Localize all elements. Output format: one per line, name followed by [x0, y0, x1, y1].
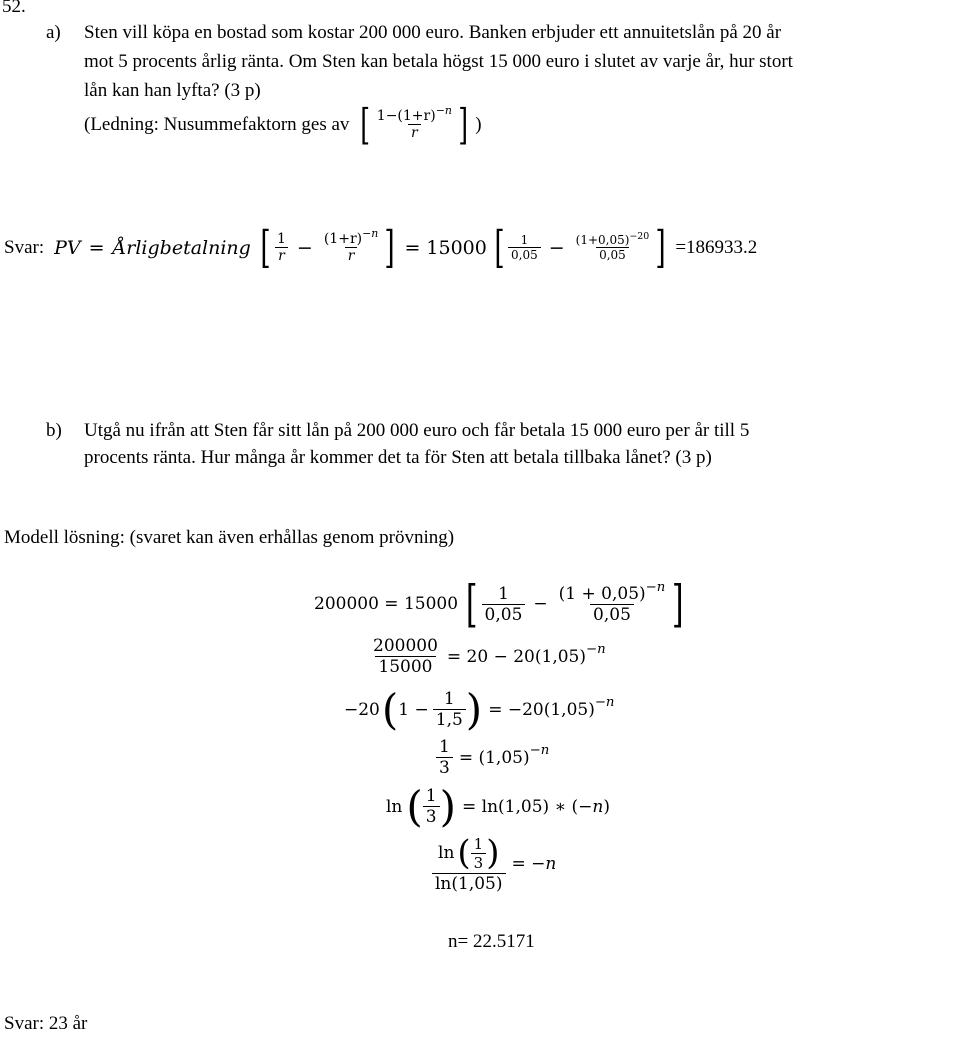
eq3-frac-den: 1,5: [433, 709, 466, 730]
eq3-right-paren: ): [465, 685, 483, 734]
equation-5: [386, 782, 610, 831]
eq5-frac: [423, 786, 440, 827]
problem-number: 52.: [2, 0, 26, 17]
eq6-den: ln(1,05): [432, 873, 506, 894]
hint-prefix: (Ledning: Nusummefaktorn ges av: [84, 113, 350, 135]
eq4-num: 1: [439, 737, 450, 757]
hint-exponent: −n: [435, 104, 452, 117]
answer-frac-2-num: (1+r): [323, 231, 363, 247]
n-result: n= 22.5171: [448, 931, 535, 952]
part-b-line-2: procents ränta. Hur många år kommer det ta för Sten att betala tillbaka lånet? (3 p): [84, 447, 712, 468]
eq2-num: 200000: [373, 636, 438, 656]
equation-6: [432, 833, 556, 894]
eq5-ln: ln: [386, 796, 403, 817]
answer-frac-2-den: r: [345, 247, 358, 264]
right-bracket: ]: [458, 100, 468, 149]
hint-numerator: 1−(1+r): [376, 108, 436, 124]
answer-frac-3-num: 1: [520, 233, 529, 247]
left-bracket: [: [360, 100, 371, 149]
answer-frac-4: [573, 230, 653, 262]
eq3-left-paren: (: [381, 685, 399, 734]
final-answer: Svar: 23 år: [4, 1013, 88, 1034]
eq1-frac-b-num: (1 + 0,05): [558, 583, 646, 604]
eq6-right: = −: [511, 853, 546, 874]
eq6-ln: ln: [438, 843, 455, 863]
answer-right-bracket: ]: [384, 222, 396, 273]
eq1-frac-b-exp: −n: [645, 580, 666, 596]
answer-right-bracket-2: ]: [655, 222, 666, 273]
eq6-inner-frac: [471, 835, 487, 872]
answer-label: Svar:: [4, 236, 45, 258]
eq4-frac: [436, 737, 453, 778]
part-b-line-1: Utgå nu ifrån att Sten får sitt lån på 200 000 euro och får betala 15 000 euro per år till 5: [84, 420, 750, 441]
answer-frac-2: [321, 227, 381, 264]
hint-denominator: r: [408, 124, 421, 141]
eq6-n: n: [545, 853, 557, 874]
eq1-frac-a-den: 0,05: [482, 604, 526, 625]
eq5-n: n: [592, 796, 604, 817]
eq3-exp: −n: [594, 694, 615, 710]
hint-suffix: ): [475, 113, 482, 135]
eq1-frac-a: [482, 584, 526, 625]
answer-eq: =: [88, 236, 105, 259]
answer-minus-2: −: [548, 236, 565, 259]
eq5-close: ): [603, 796, 610, 817]
eq1-frac-a-num: 1: [498, 583, 509, 604]
answer-a-line: [4, 222, 757, 273]
answer-eq2: = 15000: [404, 236, 487, 259]
hint-fraction: [374, 104, 455, 141]
answer-left-bracket-2: [: [494, 222, 505, 273]
eq2-right: = 20 − 20(1,05): [446, 646, 586, 667]
eq5-right-paren: ): [439, 782, 456, 831]
eq2-frac: [370, 636, 441, 677]
equation-3: [344, 685, 614, 734]
eq3-one-minus: 1 −: [398, 699, 429, 720]
eq6-frac: [432, 833, 506, 894]
eq2-den: 15000: [375, 656, 435, 677]
answer-result: =186933.2: [675, 236, 758, 258]
eq6-inner-num: 1: [473, 834, 484, 853]
part-a-line-3: lån kan han lyfta? (3 p): [84, 80, 261, 101]
eq1-right-bracket: ]: [672, 575, 684, 633]
answer-minus: −: [296, 236, 313, 259]
equation-2: [370, 636, 606, 677]
answer-frac-1-den: r: [275, 247, 288, 264]
eq3-frac: [433, 689, 466, 730]
eq6-left-paren: (: [457, 833, 471, 873]
equation-4: [436, 737, 549, 778]
eq3-left: −20: [344, 699, 380, 720]
answer-pv: PV: [54, 236, 81, 259]
eq5-left-paren: (: [406, 782, 423, 831]
part-a-line-2: mot 5 procents årlig ränta. Om Sten kan betala högst 15 000 euro i slutet av varje år, hur stort: [84, 51, 793, 72]
answer-frac-4-exp: −20: [629, 230, 650, 242]
eq6-inner-den: 3: [471, 853, 487, 872]
eq4-right: = (1,05): [458, 747, 530, 768]
answer-frac-4-den: 0,05: [596, 247, 629, 262]
eq3-right: = −20(1,05): [488, 699, 595, 720]
hint-line: [84, 100, 482, 149]
answer-frac-3-den: 0,05: [508, 247, 541, 262]
answer-word: Årligbetalning: [112, 236, 251, 259]
answer-frac-3: [508, 233, 541, 262]
answer-frac-4-num: (1+0,05): [575, 233, 630, 247]
answer-frac-1-num: 1: [277, 231, 286, 247]
eq1-left: 200000 = 15000: [314, 594, 459, 614]
eq2-exp: −n: [586, 641, 606, 657]
eq5-num: 1: [425, 786, 437, 806]
eq6-right-paren: ): [486, 833, 500, 873]
eq1-left-bracket: [: [465, 575, 478, 633]
eq4-exp: −n: [529, 742, 550, 758]
eq1-minus: −: [533, 594, 548, 614]
part-b-marker: b): [46, 420, 62, 441]
eq5-right: = ln(1,05) ∗ (−: [462, 796, 593, 817]
part-a-line-1: Sten vill köpa en bostad som kostar 200 000 euro. Banken erbjuder ett annuitetslån på 20 år: [84, 22, 782, 43]
answer-left-bracket: [: [260, 222, 271, 273]
answer-frac-2-exp: −n: [362, 227, 379, 240]
eq5-den: 3: [423, 806, 440, 827]
eq1-frac-b: [556, 580, 669, 625]
model-heading: Modell lösning: (svaret kan även erhållas genom prövning): [4, 527, 455, 548]
eq4-den: 3: [436, 757, 453, 778]
answer-frac-1: [274, 231, 289, 264]
equation-1: [314, 575, 688, 633]
eq1-frac-b-den: 0,05: [590, 604, 634, 625]
part-a-marker: a): [46, 22, 61, 43]
eq3-frac-num: 1: [443, 689, 455, 709]
